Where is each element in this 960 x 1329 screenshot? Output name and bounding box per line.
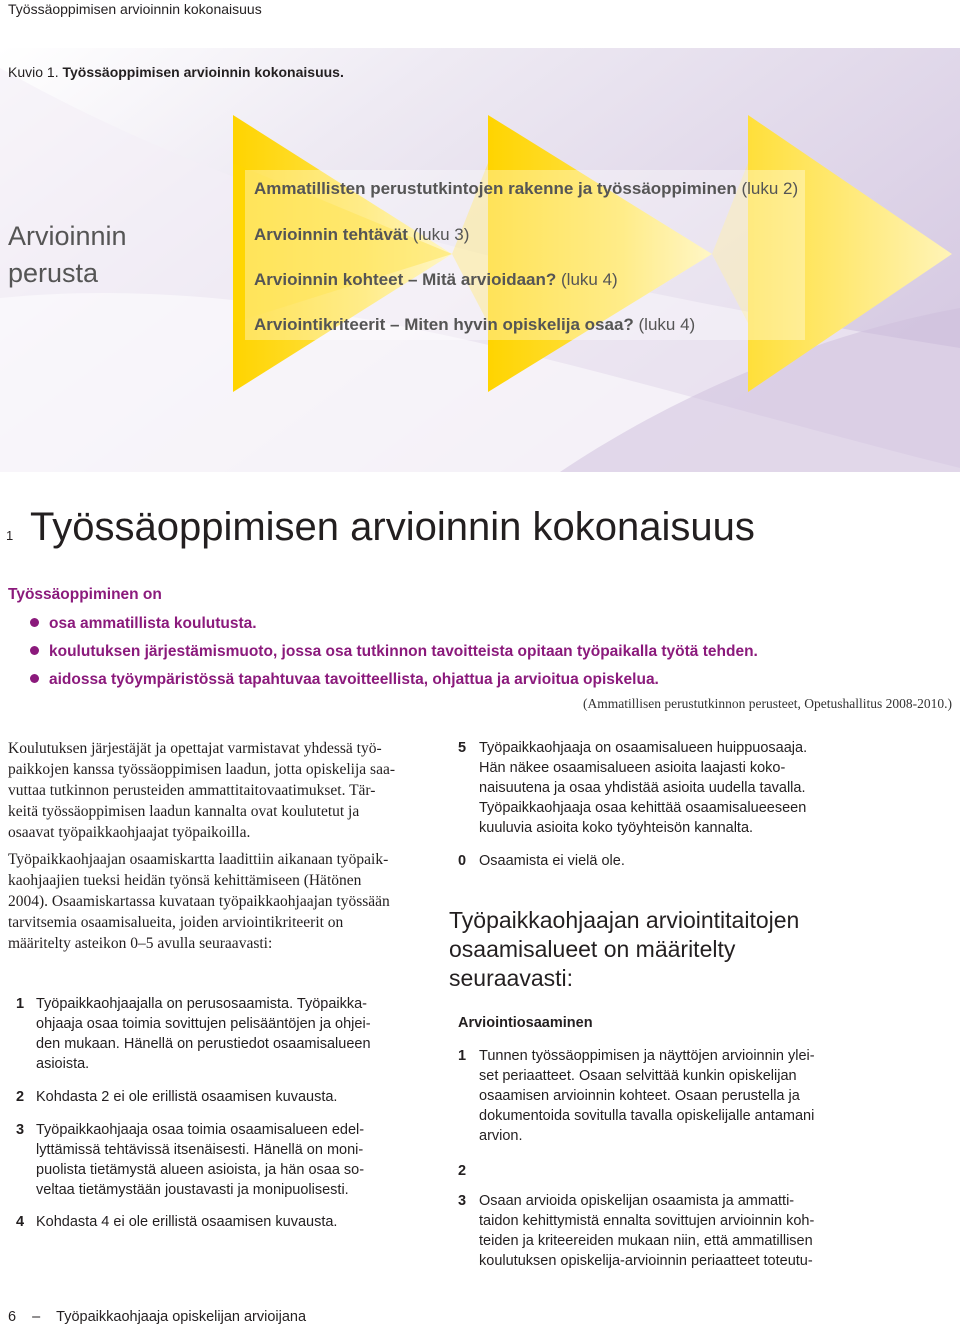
paragraph-line: kaohjaajien tueksi heidän työnsä kehittämiseen (Hätönen — [8, 872, 362, 889]
body-paragraph — [8, 849, 390, 954]
scale-line: Työpaikkaohjaaja on osaamisalueen huippuosaaja. — [479, 740, 808, 756]
criteria-number: 3 — [458, 1193, 467, 1209]
scale-line: lyttämissä tehtävissä itsenäisesti. Hänellä on moni- — [36, 1142, 364, 1158]
scale-number: 3 — [16, 1122, 25, 1138]
scale-item — [16, 1087, 337, 1107]
scale-line: veltaa tietämystään joustavasti ja monipuolisesti. — [36, 1182, 349, 1198]
figure-row-ref: (luku 2) — [736, 179, 799, 198]
bullet-dot-icon — [30, 674, 39, 683]
scale-item — [16, 994, 371, 1074]
scale-item — [16, 1212, 337, 1232]
bullet-dot-icon — [30, 618, 39, 627]
criteria-line: arvion. — [479, 1128, 523, 1144]
scale-item — [458, 738, 807, 838]
scale-line: Kohdasta 2 ei ole erillistä osaamisen kuvausta. — [36, 1089, 338, 1105]
figure-row-bold: Ammatillisten perustutkintojen rakenne ja työssäoppiminen — [254, 179, 737, 198]
scale-line: Työpaikkaohjaaja osaa kehittää osaamisalueeseen — [479, 800, 807, 816]
paragraph-line: vuttaa tutkinnon perusteiden ammattitaitovaatimukset. Tär- — [8, 782, 376, 799]
figure-basis-line1: Arvioinnin — [8, 221, 127, 251]
criteria-line: set periaatteet. Osaan selvittää kunkin opiskelijan — [479, 1068, 797, 1084]
section-title-line: Työpaikkaohjaajan arviointitaitojen — [449, 907, 800, 933]
scale-number: 0 — [458, 853, 467, 869]
scale-line: asioista. — [36, 1056, 90, 1072]
scale-line: Hän näkee osaamisalueen asioita laajasti koko- — [479, 760, 786, 776]
page-footer — [8, 1309, 306, 1325]
figure-row-ref: (luku 4) — [556, 270, 618, 289]
figure-row — [254, 314, 695, 336]
paragraph-line: osaavat työpaikkaohjaajat työpaikoilla. — [8, 824, 251, 841]
criteria-line: dokumentoida sovitulla tavalla opiskelijalle antamani — [479, 1108, 815, 1124]
criteria-number: 1 — [458, 1048, 467, 1064]
scale-line: naisuutena ja osaa yhdistää asioita uudella tavalla. — [479, 780, 806, 796]
paragraph-line: Työpaikkaohjaajan osaamiskartta laadittiin aikanaan työpaik- — [8, 851, 389, 868]
intro-heading: Työssäoppiminen on — [8, 586, 162, 603]
page-number: 6 — [8, 1309, 17, 1325]
footer-dash: – — [32, 1309, 41, 1325]
figure-row — [254, 269, 618, 291]
figure-row-bold: Arviointikriteerit – Miten hyvin opiskelija osaa? — [254, 315, 634, 334]
scale-line: Työpaikkaohjaaja osaa toimia osaamisalueen edel- — [36, 1122, 365, 1138]
figure-row-bold: Arvioinnin kohteet – Mitä arvioidaan? — [254, 270, 557, 289]
chapter-number: 1 — [6, 528, 14, 543]
scale-line: Osaamista ei vielä ole. — [479, 853, 625, 869]
figure-caption — [8, 62, 344, 82]
criteria-number: 2 — [458, 1163, 467, 1179]
figure-row-ref: (luku 3) — [407, 225, 470, 244]
intro-bullet — [30, 670, 659, 690]
figure-row — [254, 224, 469, 246]
criteria-line: Osaan arvioida opiskelijan osaamista ja ammatti- — [479, 1193, 795, 1209]
criteria-line: teiden ja kriteereiden mukaan niin, että ammatillisen — [479, 1233, 813, 1249]
paragraph-line: Koulutuksen järjestäjät ja opettajat varmistavat yhdessä työ- — [8, 740, 382, 757]
section-title-line: osaamisalueet on määritelty — [449, 936, 736, 962]
scale-line: Kohdasta 4 ei ole erillistä osaamisen kuvausta. — [36, 1214, 338, 1230]
criteria-item — [458, 1191, 814, 1271]
scale-number: 5 — [458, 740, 467, 756]
criteria-item — [458, 1046, 815, 1146]
paragraph-line: keitä työssäoppimisen laadun kannalta ovat koulutetut ja — [8, 803, 360, 820]
paragraph-line: tarvitsemia osaamisalueita, joiden arviointikriteerit on — [8, 914, 344, 931]
scale-line: den mukaan. Hänellä on perustiedot osaamisalueen — [36, 1036, 371, 1052]
figure-row-bold: Arvioinnin tehtävät — [254, 225, 408, 244]
scale-item — [458, 851, 625, 871]
scale-number: 1 — [16, 996, 25, 1012]
criteria-line: Tunnen työssäoppimisen ja näyttöjen arvioinnin ylei- — [479, 1048, 815, 1064]
scale-item — [16, 1120, 364, 1200]
figure-basis-line2: perusta — [8, 258, 99, 288]
figure-row — [254, 178, 798, 200]
criteria-line: osaamisen arvioinnin kohteet. Osaan perustella ja — [479, 1088, 800, 1104]
source-reference: (Ammatillisen perustutkinnon perusteet, Opetushallitus 2008-2010.) — [583, 696, 952, 711]
scale-number: 2 — [16, 1089, 25, 1105]
figure-arrows — [0, 48, 960, 472]
intro-bullet — [30, 642, 758, 662]
criteria-line: taidon kehittymistä ennalta sovittujen arvioinnin koh- — [479, 1213, 815, 1229]
intro-bullet — [30, 614, 257, 634]
scale-line: Työpaikkaohjaajalla on perusosaamista. Työpaikka- — [36, 996, 368, 1012]
intro-bullet-text: osa ammatillista koulutusta. — [49, 615, 257, 632]
paragraph-line: 2004). Osaamiskartassa kuvataan työpaikkaohjaajan työssään — [8, 893, 390, 910]
scale-line: puolista tietämystä alueen asioista, ja hän osaa so- — [36, 1162, 365, 1178]
figure-basis-label — [8, 218, 127, 292]
scale-line: kuuluvia asioita koko työyhteisön kannalta. — [479, 820, 754, 836]
criteria-line: koulutuksen opiskelija-arvioinnin periaatteet toteutu- — [479, 1253, 813, 1269]
chapter-title: Työssäoppimisen arvioinnin kokonaisuus — [30, 505, 755, 549]
figure-caption-prefix: Kuvio 1. — [8, 64, 59, 80]
paragraph-line: paikkojen kanssa työssäoppimisen laadun, jotta opiskelija saa- — [8, 761, 395, 778]
section-title-line: seuraavasti: — [449, 965, 574, 991]
figure-row-ref: (luku 4) — [633, 315, 696, 334]
paragraph-line: määritelty asteikon 0–5 avulla seuraavasti: — [8, 935, 273, 952]
body-paragraph — [8, 738, 395, 843]
running-header: Työssäoppimisen arvioinnin kokonaisuus — [8, 1, 262, 17]
figure-caption-title: Työssäoppimisen arvioinnin kokonaisuus. — [62, 64, 344, 80]
subheading: Arviointiosaaminen — [458, 1015, 593, 1031]
scale-number: 4 — [16, 1214, 25, 1230]
bullet-dot-icon — [30, 646, 39, 655]
section-title — [449, 906, 799, 993]
figure-graphic — [0, 48, 960, 472]
intro-bullet-text: koulutuksen järjestämismuoto, jossa osa tutkinnon tavoitteista opitaan työpaikalla työtä tehden. — [49, 643, 758, 660]
intro-bullet-text: aidossa työympäristössä tapahtuvaa tavoitteellista, ohjattua ja arvioitua opiskelua. — [49, 671, 659, 688]
publication-title: Työpaikkaohjaaja opiskelijan arvioijana — [56, 1309, 307, 1325]
scale-line: ohjaaja osaa toimia sovittujen pelisääntöjen ja ohjei- — [36, 1016, 371, 1032]
